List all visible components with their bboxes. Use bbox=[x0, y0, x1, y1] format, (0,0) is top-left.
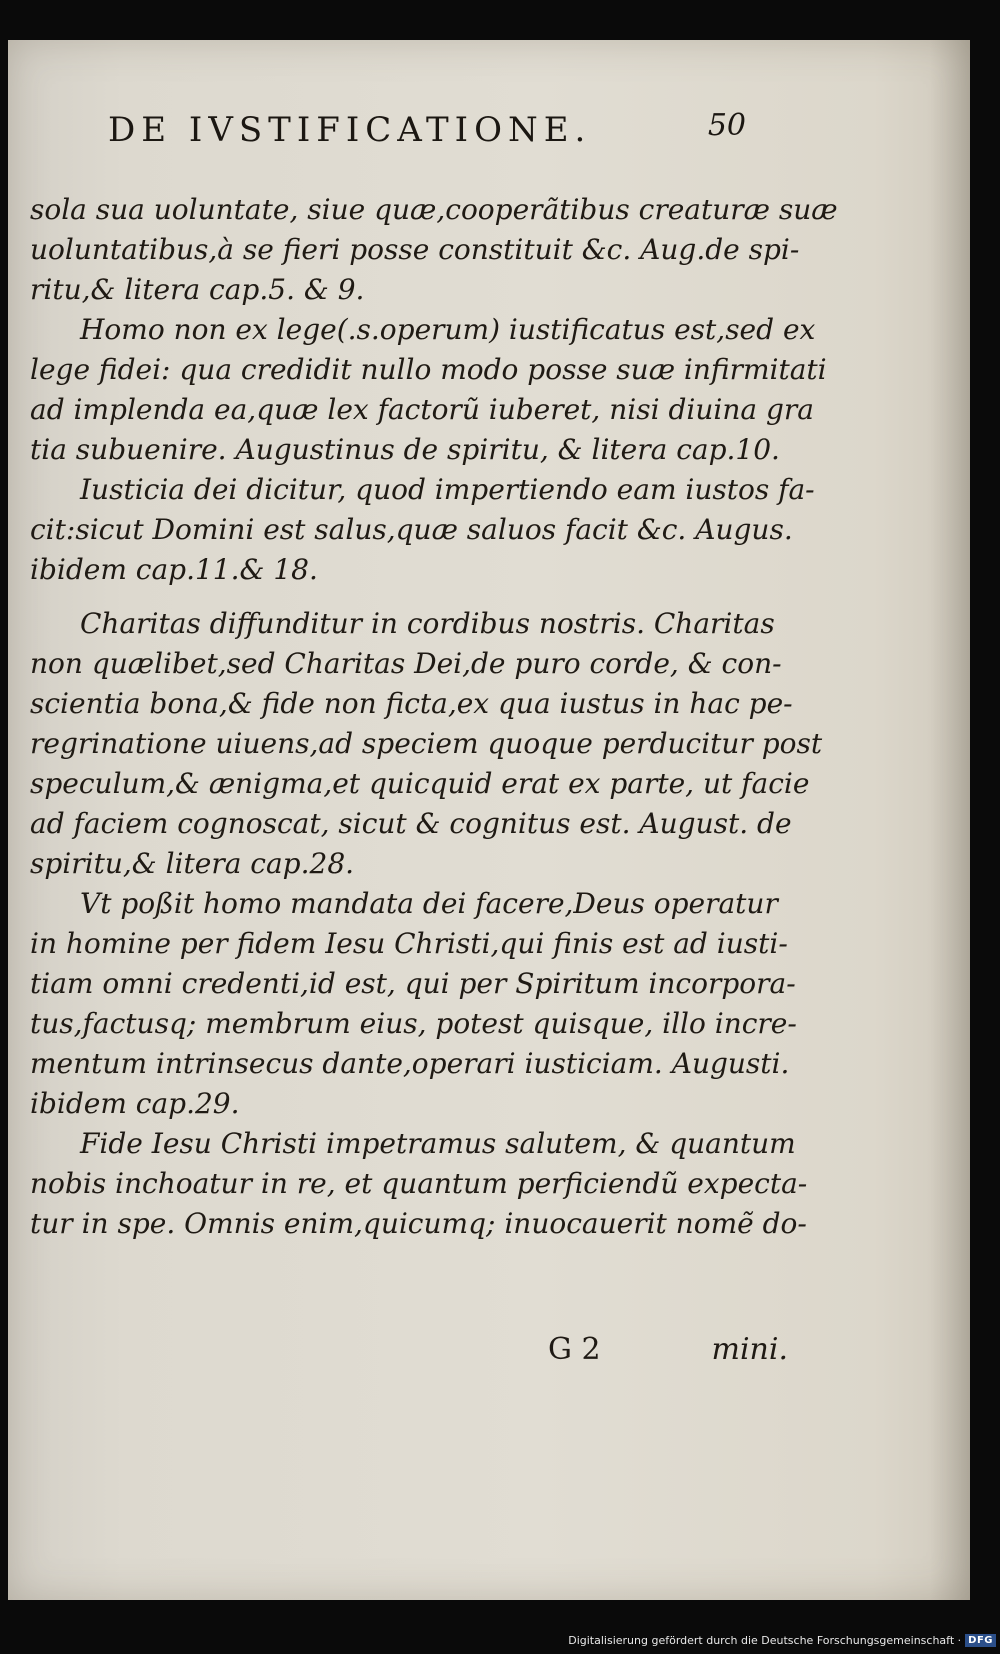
text-line: nobis inchoatur in re, et quantum perficiendũ expecta- bbox=[30, 1167, 808, 1200]
paragraph-gap bbox=[30, 590, 730, 604]
text-line: speculum,& ænigma,et quicquid erat ex parte, ut facie bbox=[30, 767, 810, 800]
text-line: spiritu,& litera cap.28. bbox=[30, 847, 355, 880]
folio-number: 50 bbox=[707, 108, 746, 143]
text-line: Homo non ex lege(.s.operum) iustificatus est,sed ex bbox=[80, 313, 816, 346]
text-line: ibidem cap.29. bbox=[30, 1087, 240, 1120]
catchword: mini. bbox=[711, 1332, 788, 1367]
digitization-credit bbox=[568, 1630, 996, 1650]
text-line: cit:sicut Domini est salus,quæ saluos facit &c. Augus. bbox=[30, 513, 793, 546]
text-line: non quælibet,sed Charitas Dei,de puro corde, & con- bbox=[30, 647, 782, 680]
text-line: scientia bona,& fide non ficta,ex qua iustus in hac pe- bbox=[30, 687, 793, 720]
text-line: Charitas diffunditur in cordibus nostris. Charitas bbox=[80, 607, 775, 640]
text-line: ad faciem cognoscat, sicut & cognitus est. August. de bbox=[30, 807, 792, 840]
text-line: in homine per fidem Iesu Christi,qui finis est ad iusti- bbox=[30, 927, 788, 960]
text-line: Iusticia dei dicitur, quod impertiendo eam iustos fa- bbox=[80, 473, 815, 506]
text-line: uoluntatibus,à se fieri posse constituit &c. Aug.de spi- bbox=[30, 233, 800, 266]
text-line: Vt poßit homo mandata dei facere,Deus operatur bbox=[80, 887, 778, 920]
body-text bbox=[30, 190, 838, 1244]
text-line: tus,factusq; membrum eius, potest quisque, illo incre- bbox=[30, 1007, 797, 1040]
text-line: mentum intrinsecus dante,operari iusticiam. Augusti. bbox=[30, 1047, 790, 1080]
text-line: sola sua uoluntate, siue quæ,cooperãtibus creaturæ suæ bbox=[30, 193, 838, 226]
text-line: ibidem cap.11.& 18. bbox=[30, 553, 318, 586]
text-line: ad implenda ea,quæ lex factorũ iuberet, nisi diuina gra bbox=[30, 393, 814, 426]
running-head: DE IVSTIFICATIONE. bbox=[108, 110, 592, 150]
text-line: Fide Iesu Christi impetramus salutem, & quantum bbox=[80, 1127, 796, 1160]
page-header bbox=[108, 108, 746, 160]
text-line: tiam omni credenti,id est, qui per Spiritum incorpora- bbox=[30, 967, 796, 1000]
book-page bbox=[8, 40, 970, 1600]
text-line: lege fidei: qua credidit nullo modo posse suæ infirmitati bbox=[30, 353, 827, 386]
page-footer bbox=[538, 1332, 788, 1372]
credit-text: Digitalisierung gefördert durch die Deutsche Forschungsgemeinschaft · bbox=[568, 1633, 962, 1647]
text-line: tur in spe. Omnis enim,quicumq; inuocauerit nomẽ do- bbox=[30, 1207, 807, 1240]
text-line: ritu,& litera cap.5. & 9. bbox=[30, 273, 365, 306]
dfg-logo: DFG bbox=[965, 1634, 996, 1647]
text-line: tia subuenire. Augustinus de spiritu, & litera cap.10. bbox=[30, 433, 780, 466]
signature-mark: G 2 bbox=[548, 1332, 601, 1367]
text-line: regrinatione uiuens,ad speciem quoque perducitur post bbox=[30, 727, 823, 760]
